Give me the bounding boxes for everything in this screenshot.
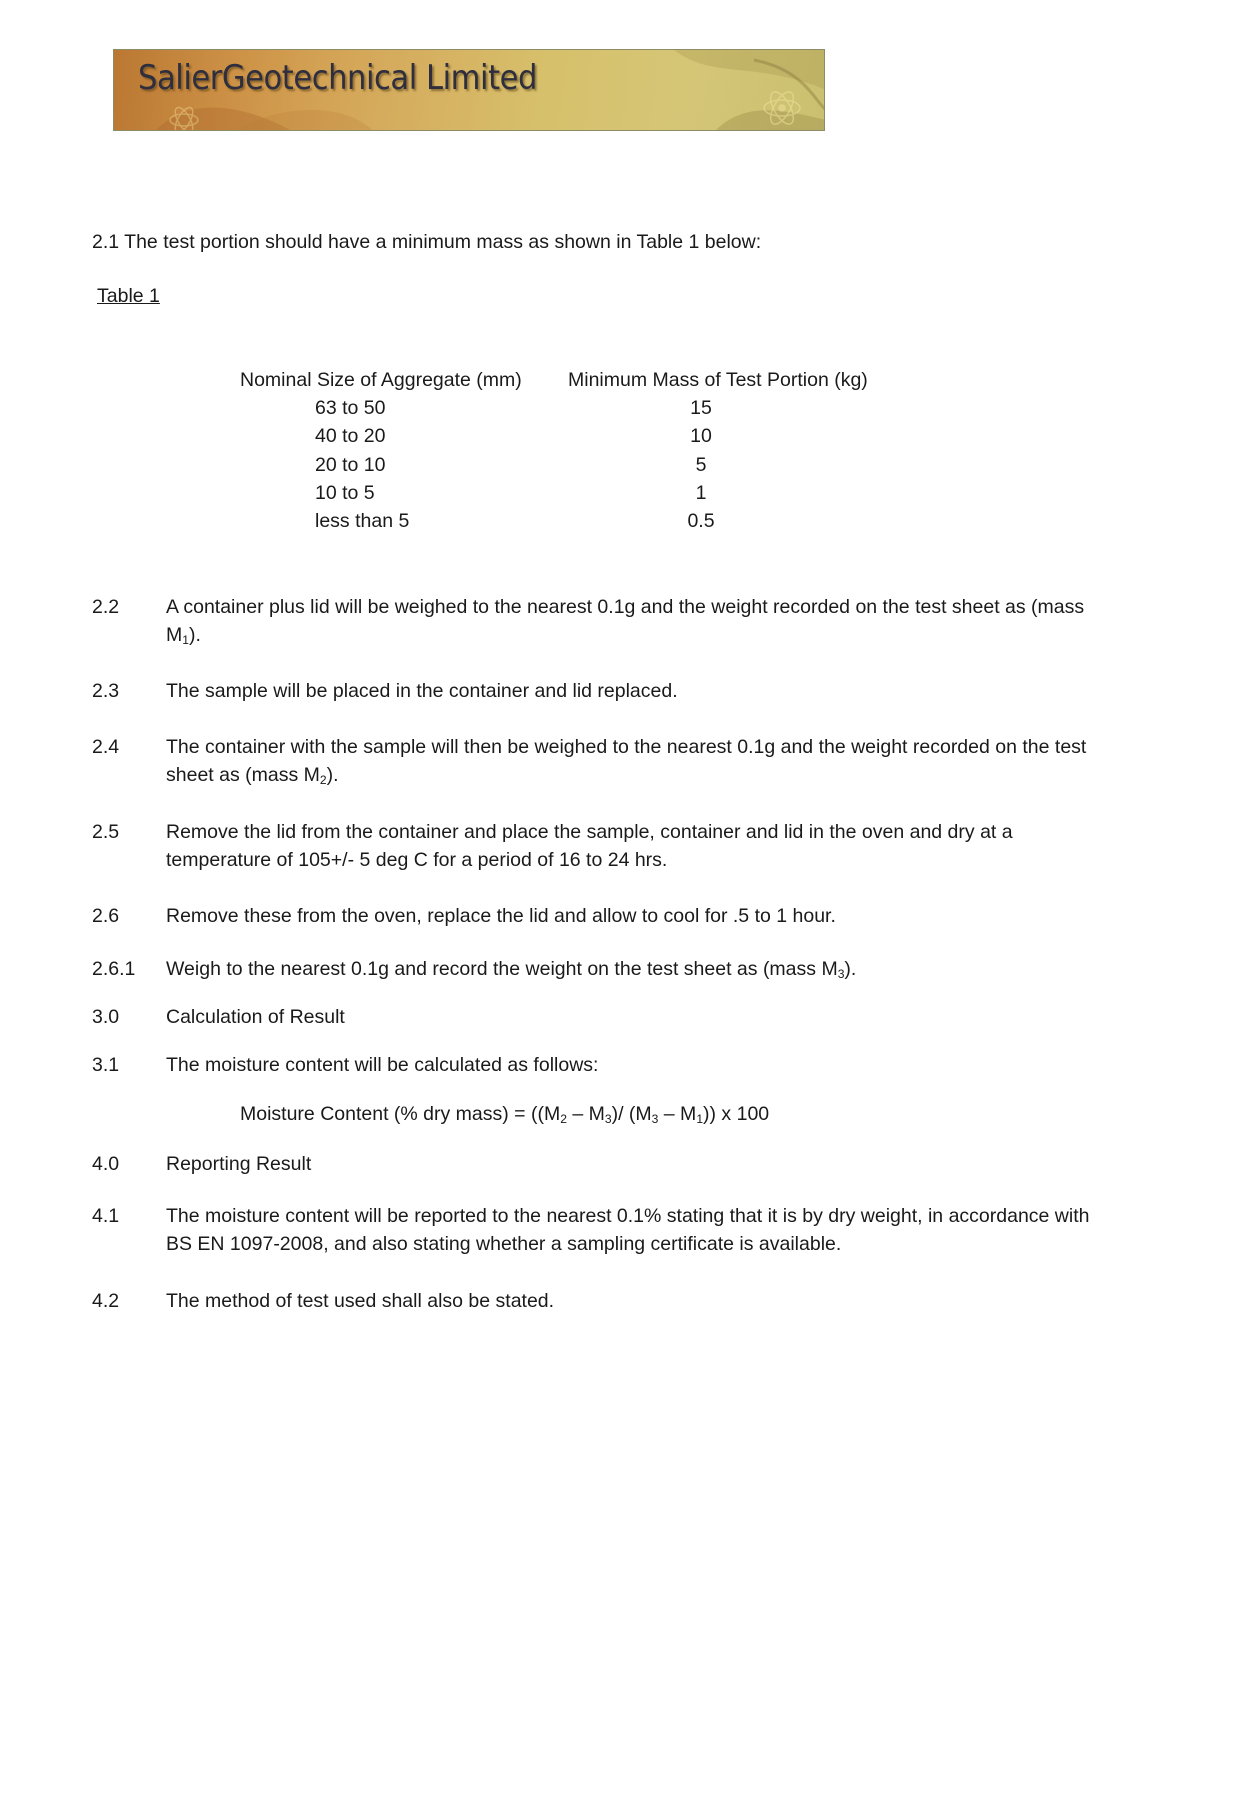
section-line: Remove the lid from the container and place the sample, container and lid in the oven and dry at a xyxy=(166,821,1013,843)
table-label: Table 1 xyxy=(97,285,160,307)
table-cell-mass: 0.5 xyxy=(687,510,715,532)
formula-part: – M xyxy=(658,1103,697,1125)
subscript: 2 xyxy=(560,1112,567,1127)
subscript: 3 xyxy=(837,967,845,982)
table-cell-mass: 1 xyxy=(695,482,707,504)
section-number: 4.1 xyxy=(92,1205,120,1227)
section-line: Weigh to the nearest 0.1g and record the weight on the test sheet as (mass M xyxy=(166,958,838,980)
section-text xyxy=(166,818,1156,874)
section-number: 3.0 xyxy=(92,1006,120,1028)
section-number: 4.2 xyxy=(92,1290,120,1312)
section-text: The sample will be placed in the container and lid replaced. xyxy=(166,680,678,702)
table-cell-mass: 15 xyxy=(690,397,712,419)
subscript: 1 xyxy=(696,1112,704,1127)
section-number: 4.0 xyxy=(92,1153,120,1175)
section-line: BS EN 1097-2008, and also stating whether a sampling certificate is available. xyxy=(166,1233,842,1255)
section-text: The moisture content will be calculated as follows: xyxy=(166,1054,599,1076)
formula-part: )) x 100 xyxy=(703,1103,770,1125)
subscript: 1 xyxy=(182,633,189,648)
formula-part: – M xyxy=(566,1103,605,1125)
section-number: 2.6.1 xyxy=(92,958,136,980)
table-cell-size: less than 5 xyxy=(315,510,410,532)
subscript: 3 xyxy=(651,1112,659,1127)
company-name: SalierGeotechnical Limited xyxy=(138,58,537,98)
section-text xyxy=(166,593,1156,651)
moisture-formula xyxy=(240,1100,769,1130)
section-line: ). xyxy=(188,624,201,646)
section-line: temperature of 105+/- 5 deg C for a period of 16 to 24 hrs. xyxy=(166,849,668,871)
section-line: The container with the sample will then be weighed to the nearest 0.1g and the weight recorded on the test xyxy=(166,736,1087,758)
section-text: Remove these from the oven, replace the lid and allow to cool for .5 to 1 hour. xyxy=(166,905,836,927)
section-text xyxy=(166,1202,1156,1258)
section-text: The method of test used shall also be stated. xyxy=(166,1290,555,1312)
table-cell-size: 40 to 20 xyxy=(315,425,386,447)
section-number: 2.3 xyxy=(92,680,120,702)
section-line: ). xyxy=(326,764,339,786)
section-number: 3.1 xyxy=(92,1054,120,1076)
section-number: 2.2 xyxy=(92,596,120,618)
company-banner xyxy=(113,49,825,131)
section-number: 2.4 xyxy=(92,736,120,758)
table-cell-size: 10 to 5 xyxy=(315,482,375,504)
table-cell-mass: 5 xyxy=(695,454,707,476)
table-header-mass: Minimum Mass of Test Portion (kg) xyxy=(568,369,868,391)
table-cell-size: 63 to 50 xyxy=(315,397,386,419)
table-header-size: Nominal Size of Aggregate (mm) xyxy=(240,369,522,391)
section-heading: Calculation of Result xyxy=(166,1006,345,1028)
section-line: ). xyxy=(844,958,857,980)
section-line: The moisture content will be reported to the nearest 0.1% stating that it is by dry weight, in accordance with xyxy=(166,1205,1090,1227)
section-number: 2.5 xyxy=(92,821,120,843)
table-cell-mass: 10 xyxy=(690,425,712,447)
section-text xyxy=(166,733,1156,791)
section-line: A container plus lid will be weighed to the nearest 0.1g and the weight recorded on the test sheet as (mass xyxy=(166,596,1085,618)
subscript: 2 xyxy=(319,773,327,788)
formula-part: )/ (M xyxy=(611,1103,652,1125)
section-heading: Reporting Result xyxy=(166,1153,312,1175)
subscript: 3 xyxy=(604,1112,612,1127)
intro-paragraph: 2.1 The test portion should have a minimum mass as shown in Table 1 below: xyxy=(92,231,762,253)
formula-part: Moisture Content (% dry mass) = ((M xyxy=(240,1103,561,1125)
section-line: M xyxy=(166,624,183,646)
section-text xyxy=(166,955,1156,985)
section-line: sheet as (mass M xyxy=(166,764,320,786)
table-cell-size: 20 to 10 xyxy=(315,454,386,476)
section-number: 2.6 xyxy=(92,905,120,927)
